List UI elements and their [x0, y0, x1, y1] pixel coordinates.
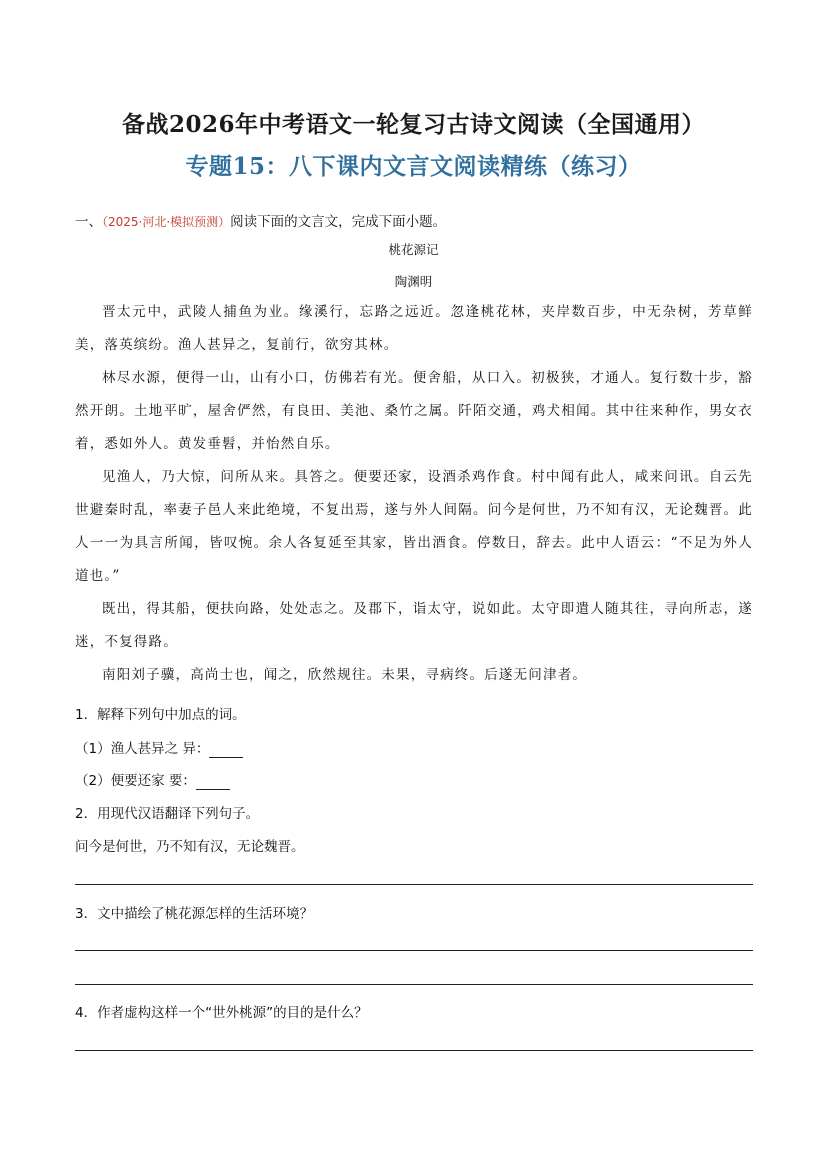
- answer-line[interactable]: [75, 884, 753, 885]
- question-1-item-b: [75, 769, 230, 790]
- question-1a-text: （1）渔人甚异之 异：: [75, 741, 210, 757]
- question-2: 2．用现代汉语翻译下列句子。: [75, 806, 260, 822]
- question-instruction: 阅读下面的文言文，完成下面小题。: [230, 214, 447, 230]
- passage-paragraph: 晋太元中，武陵人捕鱼为业。缘溪行，忘路之远近。忽逢桃花林，夹岸数百步，中无杂树，芳草鲜美，落英缤纷。渔人甚异之，复前行，欲穷其林。: [75, 304, 753, 353]
- question-source: （2025·河北·模拟预测）: [102, 215, 231, 229]
- question-1: 1．解释下列句中加点的词。: [75, 707, 246, 723]
- question-3: 3．文中描绘了桃花源怎样的生活环境？: [75, 906, 314, 922]
- passage-paragraph: 南阳刘子骥，高尚士也，闻之，欣然规往。未果，寻病终。后遂无问津者。: [102, 667, 588, 683]
- passage-paragraph: 林尽水源，便得一山，山有小口，仿佛若有光。便舍船，从口入。初极狭，才通人。复行数十步，豁然开朗。土地平旷，屋舍俨然，有良田、美池、桑竹之属。阡陌交通，鸡犬相闻。其中往来种作，男女衣着，悉如外人。黄发垂髫，并怡然自乐。: [75, 370, 753, 452]
- answer-line[interactable]: [75, 1050, 753, 1051]
- answer-line[interactable]: [75, 950, 753, 951]
- answer-blank-1b[interactable]: [196, 773, 230, 790]
- document-subtitle: 专题15：八下课内文言文阅读精练（练习）: [185, 153, 642, 180]
- passage-title: 桃花源记: [388, 242, 439, 257]
- question-1b-text: （2）便要还家 要：: [75, 773, 196, 789]
- passage-paragraph: 既出，得其船，便扶向路，处处志之。及郡下，诣太守，说如此。太守即遣人随其往，寻向所志，遂迷，不复得路。: [75, 601, 753, 650]
- document-title: 备战2026年中考语文一轮复习古诗文阅读（全国通用）: [121, 111, 705, 138]
- passage-paragraph: 见渔人，乃大惊，问所从来。具答之。便要还家，设酒杀鸡作食。村中闻有此人，咸来问讯。自云先世避秦时乱，率妻子邑人来此绝境，不复出焉，遂与外人间隔。问今是何世，乃不知有汉，无论魏晋。此人一一为具言所闻，皆叹惋。余人各复延至其家，皆出酒食。停数日，辞去。此中人语云：“不足为外人道也。”: [75, 469, 753, 584]
- question-2-sentence: 问今是何世，乃不知有汉，无论魏晋。: [75, 839, 305, 855]
- question-number: 一、: [75, 214, 102, 230]
- answer-line[interactable]: [75, 984, 753, 985]
- passage-author: 陶渊明: [394, 274, 433, 289]
- answer-blank-1a[interactable]: [209, 741, 243, 758]
- question-intro: [75, 210, 446, 230]
- passage-body: [75, 296, 753, 692]
- question-4: 4．作者虚构这样一个“世外桃源”的目的是什么？: [75, 1005, 368, 1021]
- question-1-item-a: [75, 737, 243, 758]
